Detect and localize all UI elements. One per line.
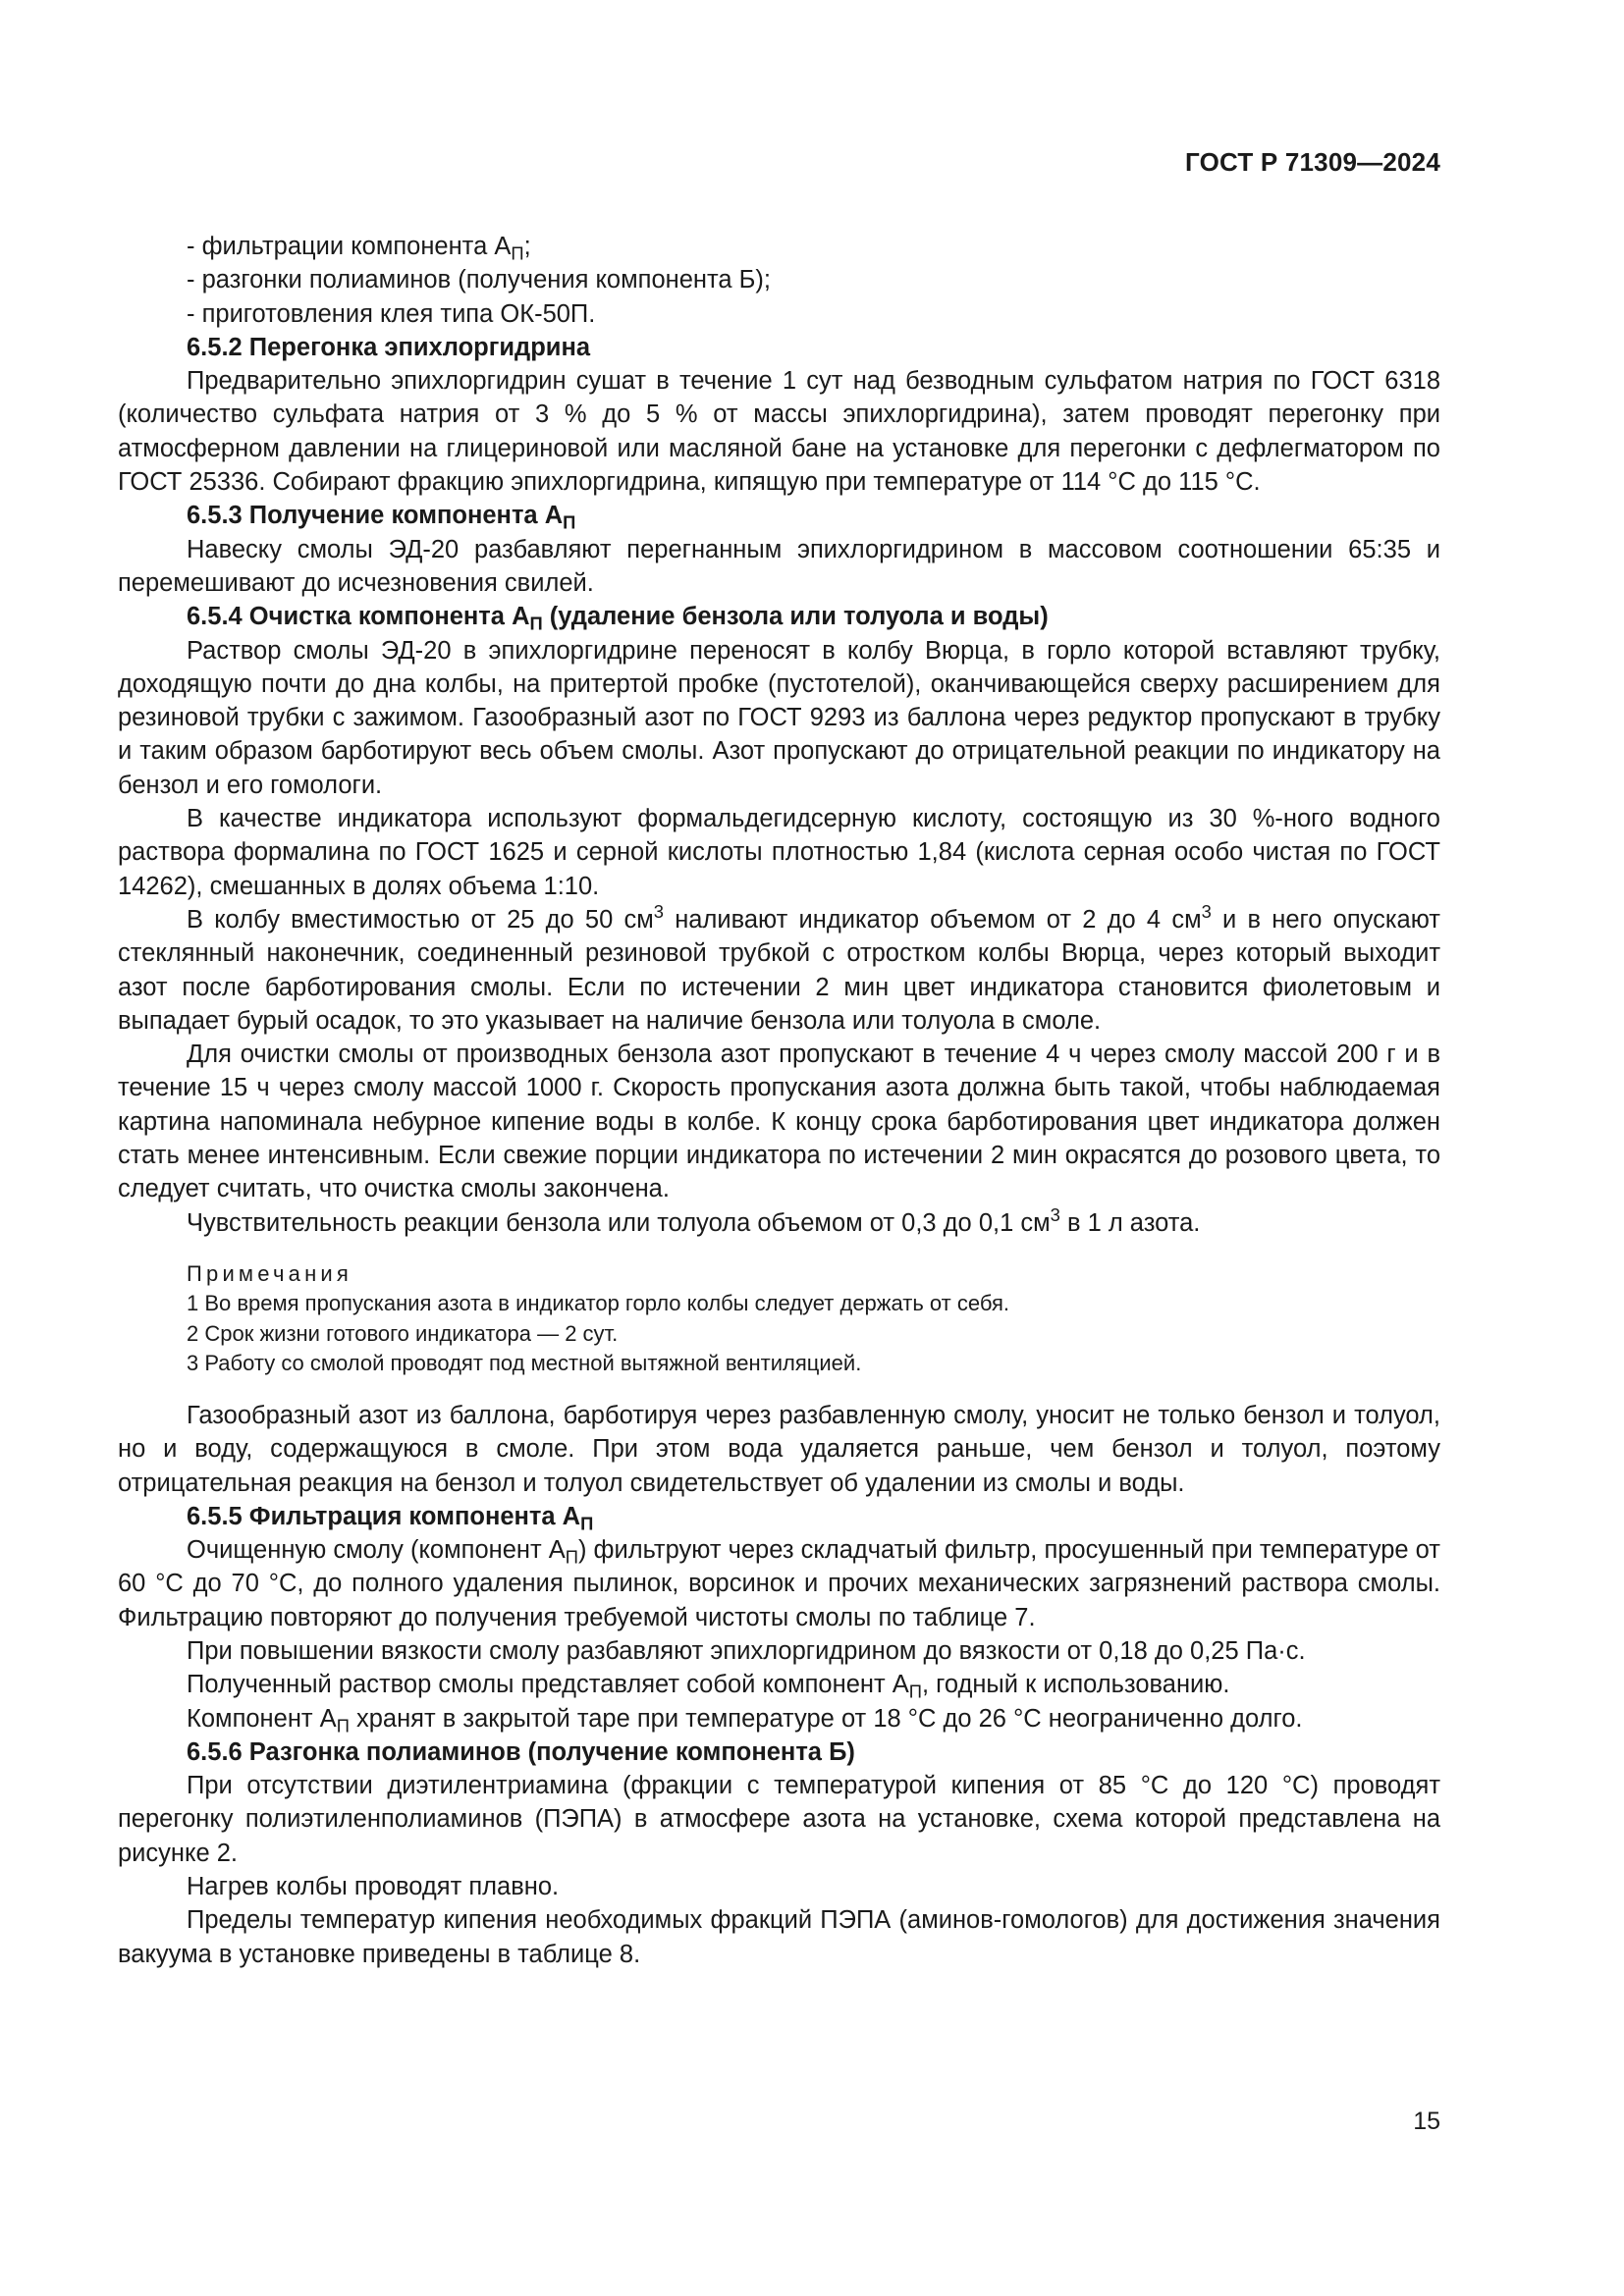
page-number: 15 (1413, 2108, 1440, 2135)
document-header: ГОСТ Р 71309—2024 (1185, 147, 1440, 177)
list-item: - фильтрации компонента $А_П$; (187, 233, 531, 264)
paragraph: В качестве индикатора используют формальдегидсерную кислоту, состоящую из 30 %-ного водного раствора формалина по ГОСТ 1625 и серной кислоты плотностью 1,84 (кислота серная особо чистая по ГОСТ 14262), смешанных в долях объема 1:10. (118, 805, 1440, 900)
paragraph: Компонент $А_П$ хранят в закрытой таре при температуре от 18 °С до 26 °С неограниченно долго. (187, 1704, 1303, 1736)
paragraph: Газообразный азот из баллона, барботируя через разбавленную смолу, уносит не только бензол и толуол, но и воду, содержащуюся в смоле. При этом вода удаляется раньше, чем бензол и толуол, поэтому отрицательная реакция на бензол и толуол свидетельствует об удалении из смолы и воды. (118, 1401, 1440, 1497)
paragraph: Раствор смолы ЭД-20 в эпихлоргидрине переносят в колбу Вюрца, в горло которой вставляют трубку, доходящую почти до дна колбы, на притертой пробке (пустотелой), оканчивающейся сверху расширением для резиновой трубки с зажимом. Газообразный азот по ГОСТ 9293 из баллона через редуктор пропускают в трубку и таким образом барботируют весь объем смолы. Азот пропускают до отрицательной реакции по индикатору на бензол и его гомологи. (118, 636, 1440, 799)
paragraph: Полученный раствор смолы представляет собой компонент $А_П$, годный к использованию. (187, 1671, 1230, 1702)
section-heading-6-5-5: 6.5.5 Фильтрация компонента $А_П$ (187, 1502, 594, 1534)
note-item: 2 Срок жизни готового индикатора — 2 сут. (187, 1320, 619, 1346)
paragraph: Предварительно эпихлоргидрин сушат в течение 1 сут над безводным сульфатом натрия по ГОСТ 6318 (количество сульфата натрия от 3 % до 5 % от массы эпихлоргидрина), затем проводят перегонку при атмосферном давлении на глицериновой или масляной бане на установке для перегонки с дефлегматором по ГОСТ 25336. Собирают фракцию эпихлоргидрина, кипящую при температуре от 114 °С до 115 °С. (118, 367, 1440, 497)
section-heading-6-5-3: 6.5.3 Получение компонента $А_П$ (187, 502, 576, 533)
paragraph: Нагрев колбы проводят плавно. (187, 1873, 560, 1901)
paragraph: В колбу вместимостью от 25 до 50 $см^3$ наливают индикатор объемом от 2 до 4 $см^3$ и в него опускают стеклянный наконечник, соединенный резиновой трубкой с отростком колбы Вюрца, через который выходит азот после барботирования смолы. Если по истечении 2 мин цвет индикатора становится фиолетовым и выпадает бурый осадок, то это указывает на наличие бензола или толуола в смоле. (118, 900, 1440, 1035)
paragraph: Навеску смолы ЭД-20 разбавляют перегнанным эпихлоргидрином в массовом соотношении 65:35 и перемешивают до исчезновения свилей. (118, 535, 1440, 597)
section-heading-6-5-6: 6.5.6 Разгонка полиаминов (получение компонента Б) (187, 1737, 855, 1766)
note-item: 1 Во время пропускания азота в индикатор горло колбы следует держать от себя. (187, 1291, 1009, 1316)
paragraph: Для очистки смолы от производных бензола азот пропускают в течение 4 ч через смолу массой 200 г и в течение 15 ч через смолу массой 1000 г. Скорость пропускания азота должна быть такой, чтобы наблюдаемая картина напоминала небурное кипение воды в колбе. К концу срока барботирования цвет индикатора должен стать менее интенсивным. Если свежие порции индикатора по истечении 2 мин окрасятся до розового цвета, то следует считать, что очистка смолы закончена. (118, 1041, 1440, 1203)
paragraph: При повышении вязкости смолу разбавляют эпихлоргидрином до вязкости от 0,18 до 0,25 Па·с. (187, 1636, 1306, 1665)
section-heading-6-5-4: 6.5.4 Очистка компонента $А_П$ (удаление бензола или толуола и воды) (187, 603, 1049, 634)
notes-block (118, 1259, 1440, 1379)
paragraph: Пределы температур кипения необходимых фракций ПЭПА (аминов-гомологов) для достижения значения вакуума в установке приведены в таблице 8. (118, 1906, 1440, 1968)
paragraph: Очищенную смолу (компонент $А_П$) фильтруют через складчатый фильтр, просушенный при температуре от 60 °С до 70 °С, до полного удаления пылинок, ворсинок и прочих механических загрязнений раствора смолы. Фильтрацию повторяют до получения требуемой чистоты смолы по таблице 7. (118, 1536, 1440, 1631)
paragraph: Чувствительность реакции бензола или толуола объемом от 0,3 до 0,1 $см^3$ в 1 л азота. (187, 1203, 1201, 1237)
list-item: - разгонки полиаминов (получения компонента Б); (187, 266, 771, 294)
page-body (118, 230, 1440, 1971)
section-heading-6-5-2: 6.5.2 Перегонка эпихлоргидрина (187, 333, 591, 361)
note-item: 3 Работу со смолой проводят под местной вытяжной вентиляцией. (187, 1351, 862, 1376)
list-item: - приготовления клея типа ОК-50П. (187, 299, 596, 328)
paragraph: При отсутствии диэтилентриамина (фракции с температурой кипения от 85 °С до 120 °С) проводят перегонку полиэтиленполиаминов (ПЭПА) в атмосфере азота на установке, схема которой представлена на рисунке 2. (118, 1772, 1440, 1867)
notes-title: Примечания (187, 1260, 353, 1286)
